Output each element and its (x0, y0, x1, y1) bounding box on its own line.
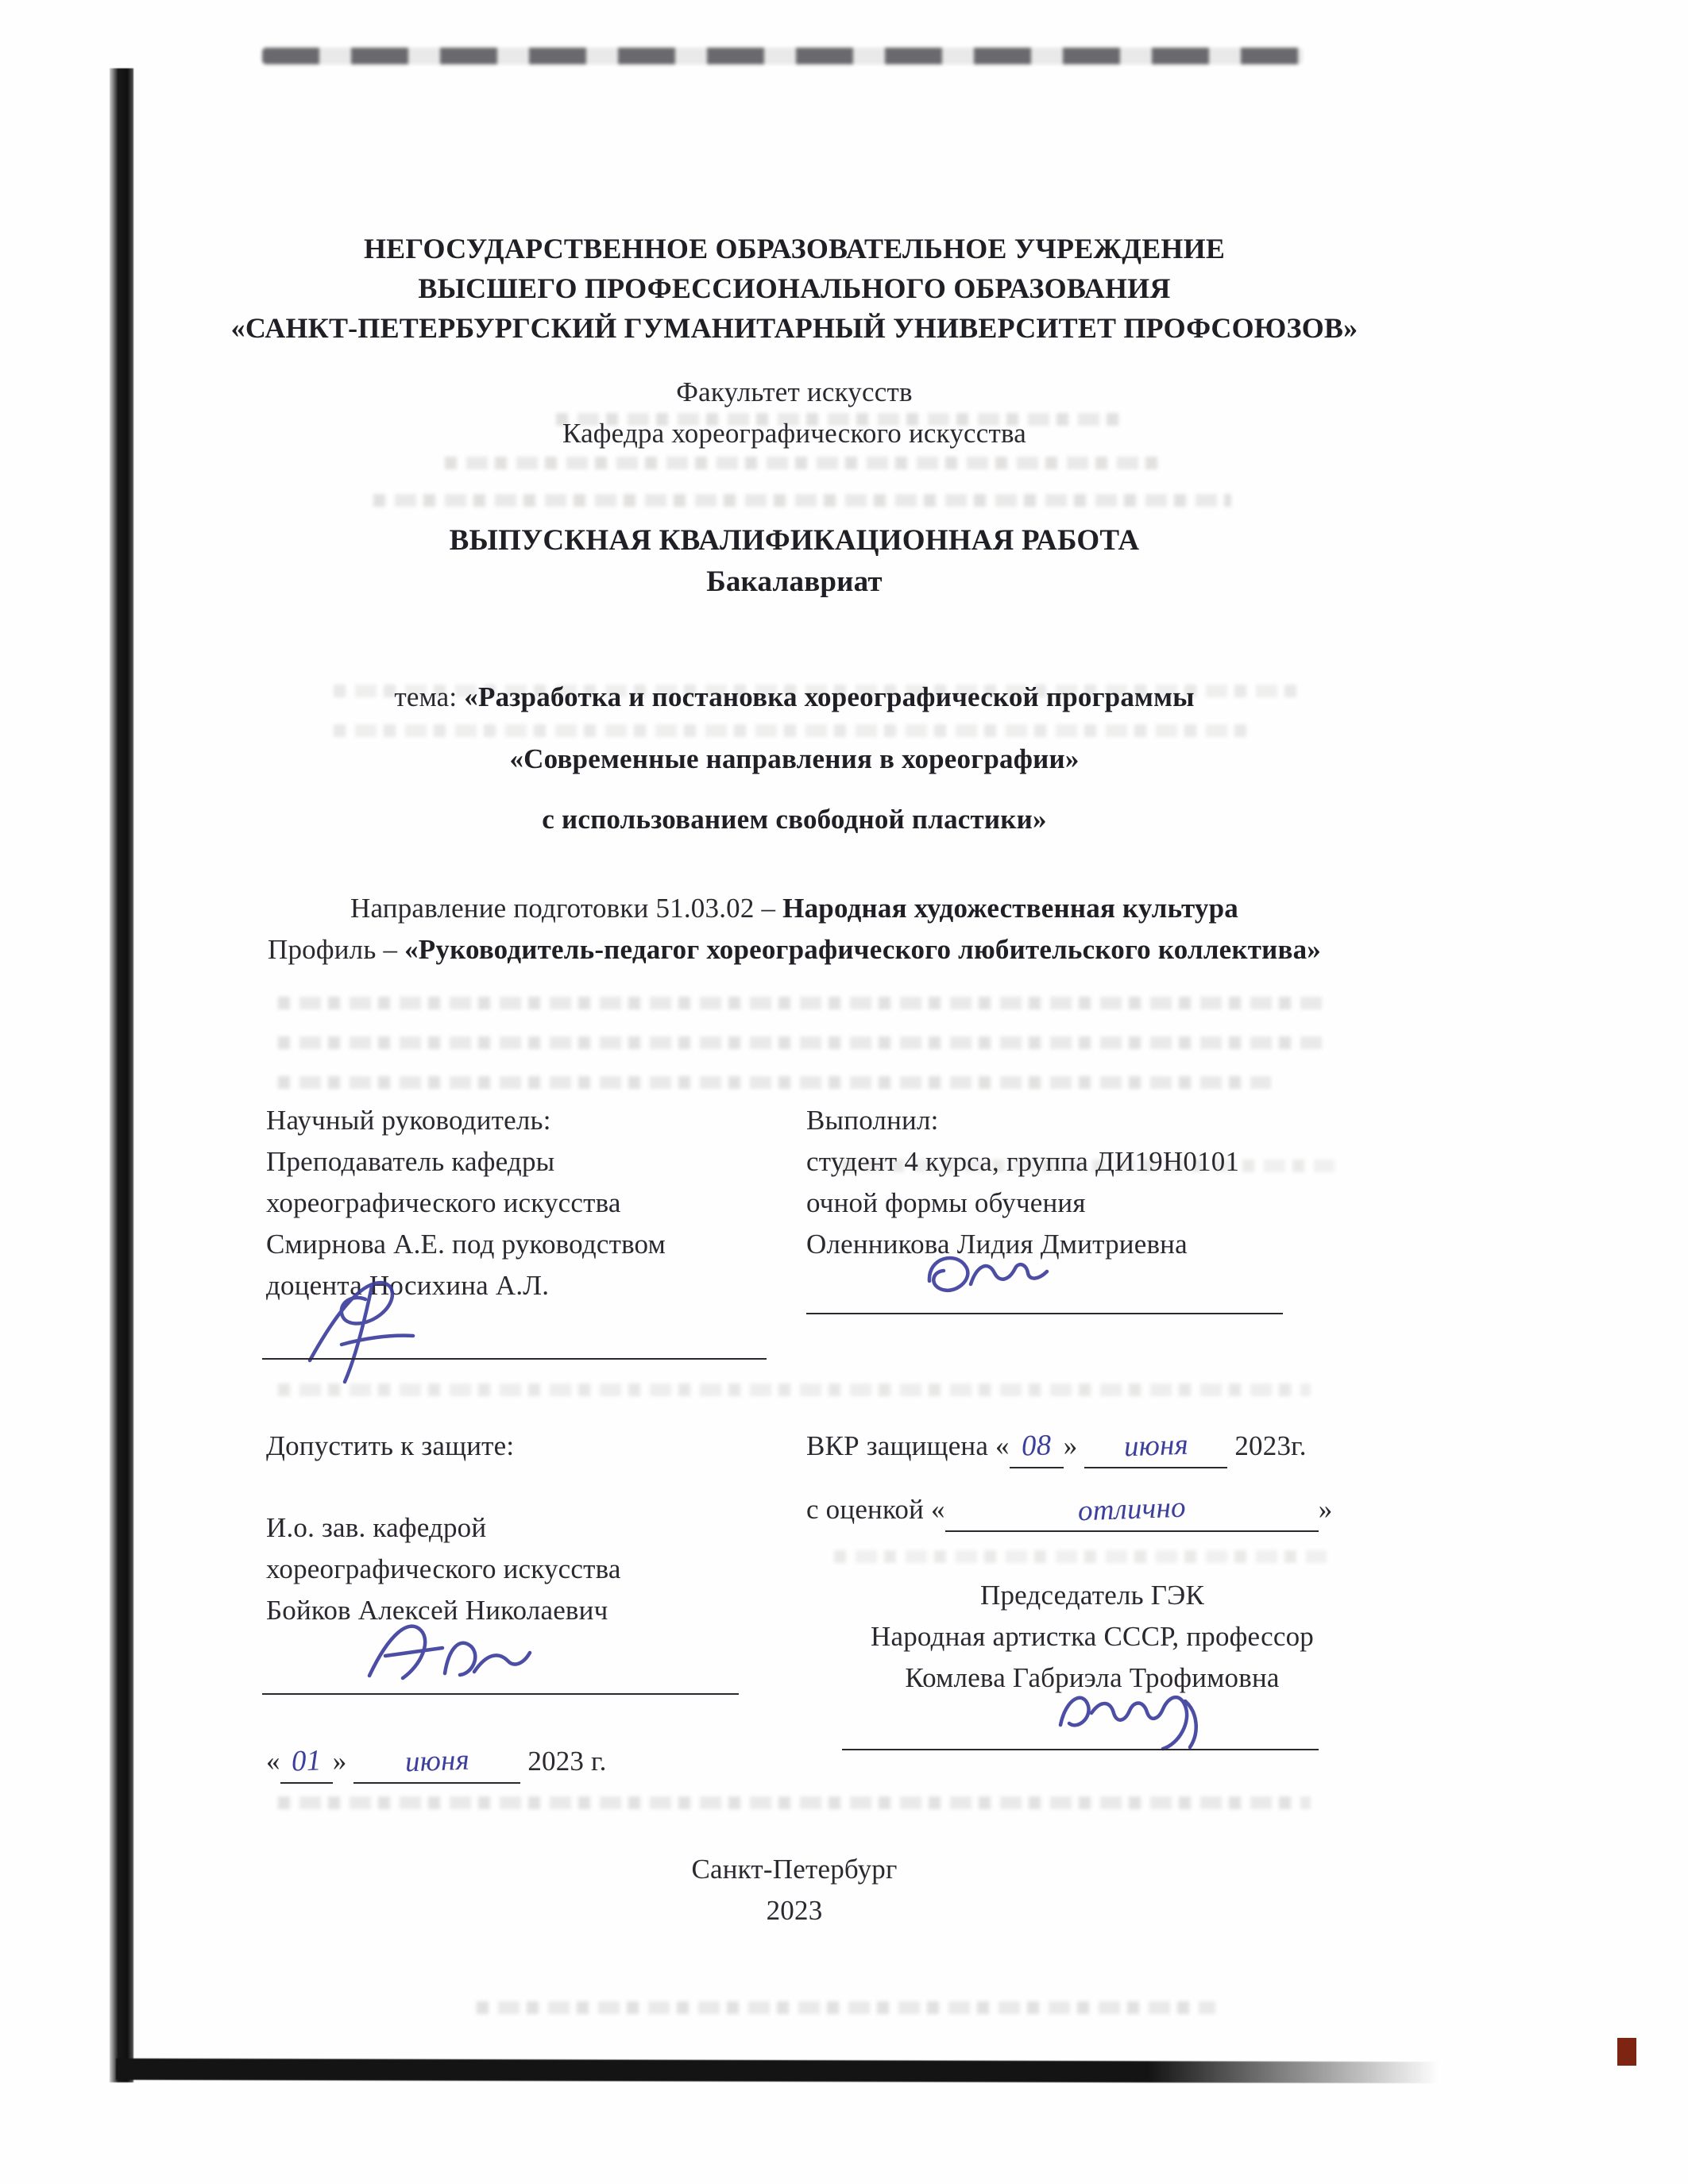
chairman-honorific: Народная артистка СССР, профессор (870, 1621, 1315, 1652)
defense-prefix: ВКР защищена « (806, 1430, 1010, 1461)
profile-line (262, 929, 1327, 970)
supervisor-line: Смирнова А.Е. под руководством (266, 1229, 666, 1260)
city-year-block (191, 1849, 1398, 1931)
defense-close-quote: » (1063, 1430, 1078, 1461)
supervisor-label: Научный руководитель: (266, 1105, 551, 1136)
defense-year: 2023г. (1234, 1430, 1307, 1461)
bleed-through-line (334, 724, 1247, 737)
work-type-title: ВЫПУСКНАЯ КВАЛИФИКАЦИОННАЯ РАБОТА (449, 524, 1140, 557)
theme-line-1 (191, 677, 1398, 718)
theme-text: «Разработка и постановка хореографической программы (464, 681, 1195, 712)
admission-signature-line (262, 1693, 739, 1695)
supervisor-signature-line (262, 1358, 767, 1360)
date-open-quote: « (266, 1746, 280, 1777)
profile-value: «Руководитель-педагог хореографического любительского коллектива» (404, 934, 1322, 965)
bleed-through-line (278, 997, 1327, 1009)
chairman-signature (1041, 1677, 1263, 1753)
admission-line: Бойков Алексей Николаевич (266, 1595, 608, 1626)
city-line: Санкт-Петербург (691, 1854, 898, 1885)
institution-header (191, 229, 1398, 348)
bleed-through-line (278, 1076, 1271, 1089)
scan-corner-mark (1617, 2038, 1636, 2066)
grade-prefix: с оценкой « (806, 1494, 945, 1525)
direction-line (191, 888, 1398, 929)
direction-value: Народная художественная культура (782, 893, 1238, 924)
admission-date-line (266, 1741, 822, 1784)
scan-top-smudge (262, 48, 1303, 64)
chairman-title: Председатель ГЭК (979, 1580, 1205, 1611)
theme-line-2: «Современные направления в хореографии» (509, 743, 1080, 774)
admission-line: И.о. зав. кафедрой (266, 1512, 487, 1543)
direction-prefix: Направление подготовки 51.03.02 – (350, 893, 783, 924)
profile-prefix: Профиль – (267, 934, 405, 965)
defense-date-line (806, 1426, 1378, 1468)
theme-line-3: с использованием свободной пластики» (542, 804, 1047, 835)
institution-line: НЕГОСУДАРСТВЕННОЕ ОБРАЗОВАТЕЛЬНОЕ УЧРЕЖДЕНИЕ (363, 233, 1226, 264)
theme-prefix: тема: (394, 681, 465, 712)
supervisor-line: хореографического искусства (266, 1187, 621, 1218)
department-line: Кафедра хореографического искусства (562, 418, 1026, 449)
grade-handwritten: отлично (1077, 1491, 1187, 1528)
faculty-block (191, 372, 1398, 454)
institution-line: ВЫСШЕГО ПРОФЕССИОНАЛЬНОГО ОБРАЗОВАНИЯ (418, 272, 1171, 304)
admission-line: хореографического искусства (266, 1553, 621, 1584)
performer-signature (906, 1239, 1064, 1310)
performer-label: Выполнил: (806, 1105, 939, 1136)
bleed-through-line (278, 1036, 1327, 1049)
date-month-handwritten: июня (404, 1743, 470, 1779)
faculty-line: Факультет искусств (676, 376, 913, 407)
chairman-signature-line (842, 1749, 1319, 1750)
supervisor-line: Преподаватель кафедры (266, 1146, 555, 1177)
grade-suffix: » (1318, 1494, 1333, 1525)
date-close-quote: » (332, 1746, 347, 1777)
scan-bottom-edge (116, 2059, 1439, 2083)
grade-line (806, 1489, 1378, 1532)
bleed-through-line (834, 1550, 1327, 1563)
defense-month-handwritten: июня (1123, 1428, 1189, 1464)
performer-signature-line (806, 1313, 1283, 1314)
admission-label: Допустить к защите: (266, 1430, 515, 1461)
bleed-through-line (445, 457, 1160, 469)
date-day-handwritten: 01 (291, 1744, 323, 1778)
bleed-through-line (278, 1796, 1311, 1809)
supervisor-line: доцента Носихина А.Л. (266, 1270, 550, 1301)
scan-left-edge (110, 68, 133, 2082)
work-type-block (191, 520, 1398, 603)
performer-line: очной формы обучения (806, 1187, 1086, 1218)
admission-signature (353, 1608, 560, 1696)
institution-line: «САНКТ-ПЕТЕРБУРГСКИЙ ГУМАНИТАРНЫЙ УНИВЕРСИТЕТ ПРОФСОЮЗОВ» (230, 312, 1358, 344)
defense-day-handwritten: 08 (1021, 1429, 1053, 1463)
performer-line: студент 4 курса, группа ДИ19Н0101 (806, 1146, 1240, 1177)
performer-line: Оленникова Лидия Дмитриевна (806, 1229, 1188, 1260)
bleed-through-line (477, 2001, 1215, 2014)
bleed-through-line (373, 494, 1231, 507)
year-line: 2023 (766, 1895, 823, 1926)
date-year: 2023 г. (527, 1746, 607, 1777)
supervisor-signature (286, 1269, 477, 1388)
degree-level: Бакалавриат (706, 565, 883, 598)
performer-block (806, 1100, 1323, 1265)
chairman-name: Комлева Габриэла Трофимовна (905, 1662, 1280, 1693)
